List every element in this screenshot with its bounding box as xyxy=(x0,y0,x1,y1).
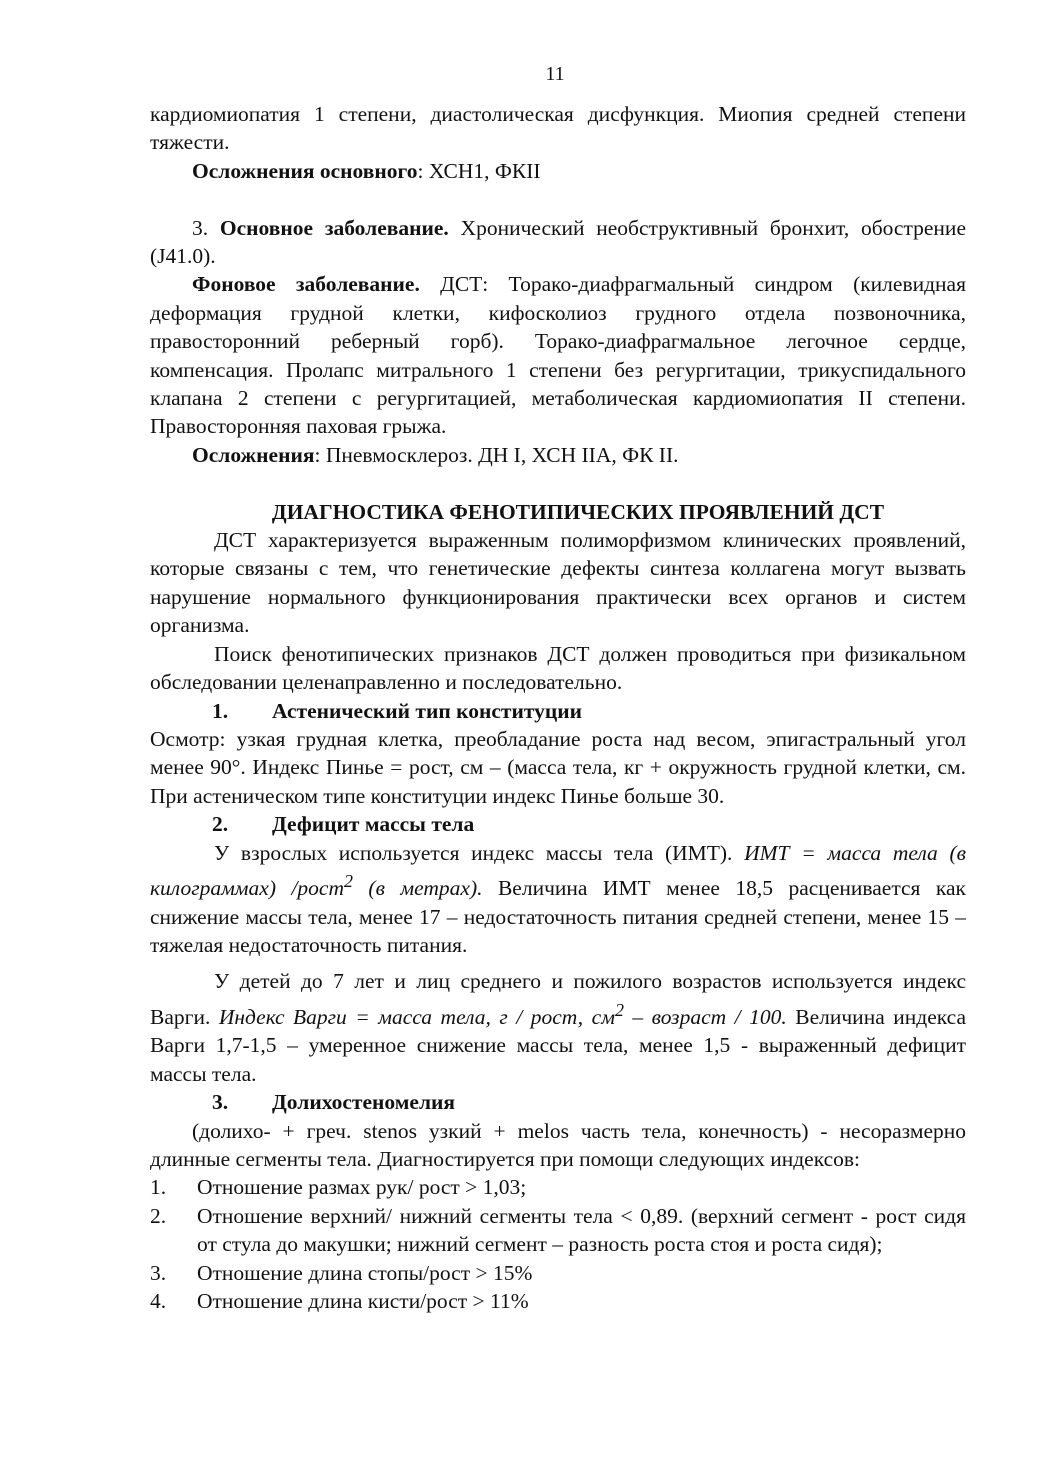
varga-formula-superscript: 2 xyxy=(614,999,624,1020)
list-item xyxy=(150,1259,966,1287)
list-item-number: 2. xyxy=(150,1203,167,1228)
subsection-2-heading xyxy=(150,810,966,838)
subsection-2-number: 2. xyxy=(212,812,229,837)
section-title: ДИАГНОСТИКА ФЕНОТИПИЧЕСКИХ ПРОЯВЛЕНИЙ ДСТ xyxy=(271,499,885,524)
list-item xyxy=(150,1202,966,1259)
case3-main-disease xyxy=(150,214,966,271)
list-item-text: Отношение размах рук/ рост > 1,03; xyxy=(197,1175,527,1200)
varga-formula xyxy=(218,999,787,1029)
bmi-paragraph xyxy=(150,839,966,960)
list-item xyxy=(150,1173,966,1201)
subsection-1-heading xyxy=(150,697,966,725)
case3-background-label: Фоновое заболевание. xyxy=(192,272,420,297)
case3-complications xyxy=(150,441,966,469)
complications-main-label: Осложнения основного xyxy=(192,158,418,183)
case3-background-text: ДСТ: Торако-диафрагмальный синдром (килевидная деформация грудной клетки, кифосколиоз грудного отдела позвоночника, правосторонний реберный горб). Торако-диафрагмальное легочное сердце, компенсация. Пролапс митрального 1 степени без регургитации, трикуспидального клапана 2 степени с регургитацией, метаболическая кардиомиопатия II степени. Правосторонняя паховая грыжа. xyxy=(150,272,966,439)
intro-paragraph-2: Поиск фенотипических признаков ДСТ должен проводиться при физикальном обследовании целенаправленно и последовательно. xyxy=(150,641,966,695)
subsection-2-title: Дефицит массы тела xyxy=(272,812,475,837)
varga-text-b: Величина индекса Варги 1,7-1,5 – умеренное снижение массы тела, менее 1,5 - выраженный дефицит массы тела. xyxy=(150,1004,966,1086)
list-item xyxy=(150,1287,966,1315)
case3-background-disease xyxy=(150,270,966,440)
case3-main-text: Хронический необструктивный бронхит, обострение (J41.0). xyxy=(150,215,966,269)
complications-main xyxy=(150,157,966,185)
list-item-number: 3. xyxy=(150,1260,167,1285)
case3-number: 3. xyxy=(192,215,220,240)
list-item-number: 1. xyxy=(150,1175,167,1200)
subsection-3-heading xyxy=(150,1088,966,1116)
list-item-text: Отношение длина кисти/рост > 11% xyxy=(197,1288,529,1313)
subsection-1-text: Осмотр: узкая грудная клетка, преобладание роста над весом, эпигастральный угол менее 90°. Индекс Пинье = рост, см – (масса тела, кг + окружность грудной клетки, см. При астеническом типе конституции индекс Пинье больше 30. xyxy=(150,726,966,808)
subsection-3-text: (долихо- + греч. stenos узкий + melos часть тела, конечность) - несоразмерно длинные сегменты тела. Диагностируется при помощи следующих индексов: xyxy=(150,1118,966,1171)
complications-main-text: : ХСН1, ФКII xyxy=(417,158,541,183)
bmi-formula-b: (в метрах). xyxy=(352,876,483,901)
subsection-1-title: Астенический тип конституции xyxy=(272,698,583,723)
list-item-number: 4. xyxy=(150,1288,167,1313)
case3-complications-label: Осложнения xyxy=(192,442,315,467)
subsection-1-number: 1. xyxy=(212,698,229,723)
varga-paragraph xyxy=(150,967,966,1088)
continued-paragraph: кардиомиопатия 1 степени, диастолическая дисфункция. Миопия средней степени тяжести. xyxy=(150,102,966,155)
case3-complications-text: : Пневмосклероз. ДН I, ХСН IIA, ФК II. xyxy=(314,442,679,467)
bmi-text-b: Величина ИМТ менее 18,5 расценивается как снижение массы тела, менее 17 – недостаточность питания средней степени, менее 15 – тяжелая недостаточность питания. xyxy=(150,876,966,957)
list-item-text: Отношение длина стопы/рост > 15% xyxy=(197,1260,533,1285)
bmi-formula-superscript: 2 xyxy=(344,870,353,891)
varga-formula-a: Индекс Варги = масса тела, г / рост, см xyxy=(218,1004,615,1029)
subsection-3-title: Долихостеномелия xyxy=(272,1090,456,1115)
page-number: 11 xyxy=(545,63,565,85)
varga-formula-b: – возраст / 100. xyxy=(623,1004,787,1029)
varga-text-a: У детей до 7 лет и лиц среднего и пожилого возрастов используется индекс Варги. xyxy=(150,969,966,1029)
case3-main-label: Основное заболевание. xyxy=(219,215,449,240)
intro-paragraph-1: ДСТ характеризуется выраженным полиморфизмом клинических проявлений, которые связаны с тем, что генетические дефекты синтеза коллагена могут вызвать нарушение нормального функционирования практически всех органов и систем организма. xyxy=(150,528,966,638)
page-body xyxy=(150,100,966,1315)
bmi-formula-a: ИМТ = масса тела (в килограммах) /рост xyxy=(150,840,966,901)
list-item-text: Отношение верхний/ нижний сегменты тела < 0,89. (верхний сегмент - рост сидя от стула до макушки; нижний сегмент – разность роста стоя и роста сидя); xyxy=(197,1203,966,1257)
bmi-text-a: У взрослых используется индекс массы тела (ИМТ). xyxy=(214,840,745,865)
subsection-3-number: 3. xyxy=(212,1090,229,1115)
